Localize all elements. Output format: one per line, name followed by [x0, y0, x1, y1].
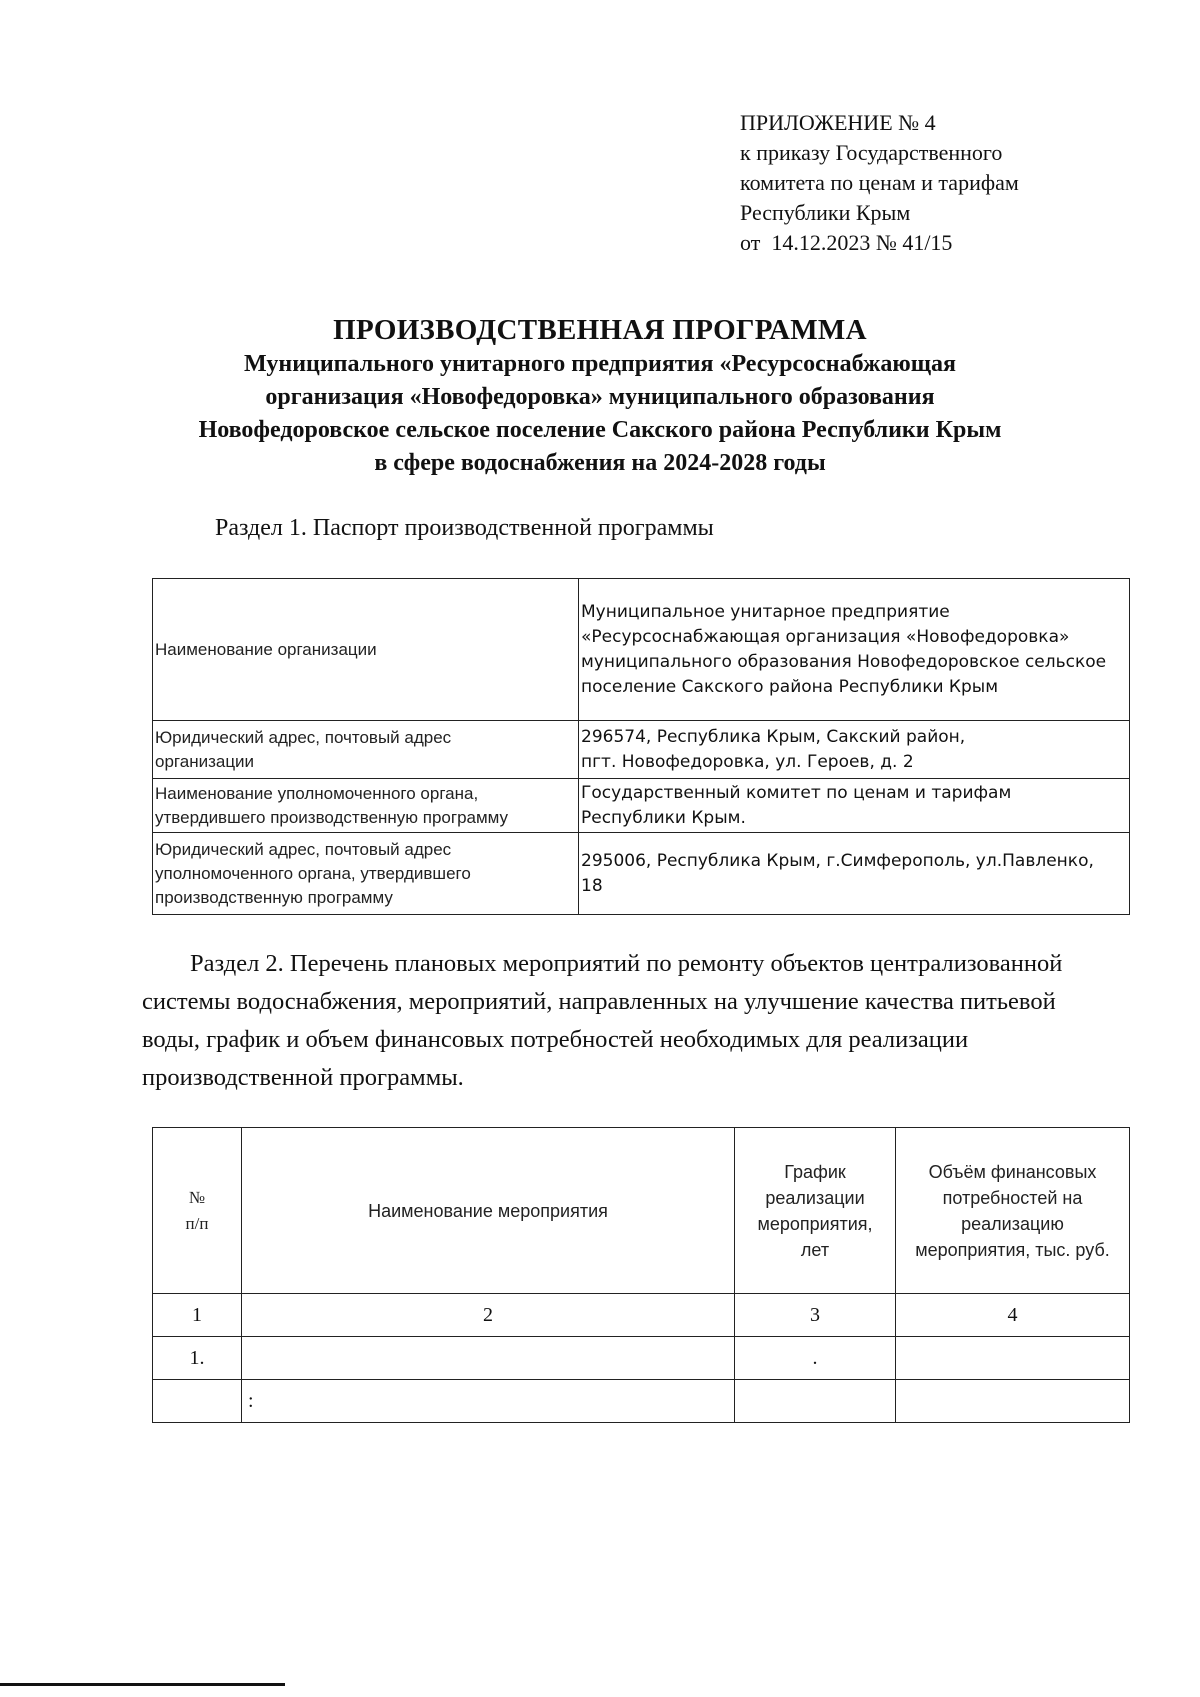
section2-line: системы водоснабжения, мероприятий, направленных на улучшение качества питьевой — [142, 988, 1056, 1015]
footer-rule — [0, 1683, 285, 1686]
table-row — [153, 833, 1130, 915]
column-number: 4 — [896, 1294, 1130, 1337]
header-finance — [896, 1128, 1130, 1294]
appendix-line: от 14.12.2023 № 41/15 — [740, 230, 953, 255]
section1-heading: Раздел 1. Паспорт производственной программы — [215, 515, 714, 541]
passport-value — [579, 579, 1130, 721]
section2-line: воды, график и объем финансовых потребностей необходимых для реализации — [142, 1026, 969, 1053]
value-line: «Ресурсоснабжающая организация «Новофедоровка» — [581, 626, 1070, 647]
header-line: реализацию — [961, 1213, 1064, 1234]
row-schedule — [735, 1380, 896, 1423]
title-line: в сфере водоснабжения на 2024-2028 годы — [374, 450, 826, 476]
value-line: 18 — [581, 875, 603, 896]
value-line: поселение Сакского района Республики Крым — [581, 676, 999, 697]
appendix-note — [740, 108, 1019, 258]
table-row — [153, 779, 1130, 833]
header-name: Наименование мероприятия — [242, 1128, 735, 1294]
table-row — [153, 1337, 1130, 1380]
appendix-line: ПРИЛОЖЕНИЕ № 4 — [740, 110, 936, 135]
appendix-line: к приказу Государственного — [740, 140, 1003, 165]
table-row — [153, 579, 1130, 721]
title-main: ПРОИЗВОДСТВЕННАЯ ПРОГРАММА — [333, 314, 867, 346]
value-line: Государственный комитет по ценам и тарифам — [581, 782, 1012, 803]
value-line: муниципального образования Новофедоровское сельское — [581, 651, 1107, 672]
column-number: 3 — [735, 1294, 896, 1337]
header-line: реализации — [765, 1187, 865, 1208]
header-line: мероприятия, — [757, 1213, 873, 1234]
table-header-row — [153, 1128, 1130, 1294]
header-line: Объём финансовых — [928, 1161, 1097, 1182]
passport-value — [579, 833, 1130, 915]
row-finance — [896, 1380, 1130, 1423]
header-num — [153, 1128, 242, 1294]
passport-table — [152, 578, 1130, 915]
label-line: Наименование уполномоченного органа, — [155, 783, 479, 803]
label-line: уполномоченного органа, утвердившего — [155, 863, 471, 883]
value-line: пгт. Новофедоровка, ул. Героев, д. 2 — [581, 751, 914, 772]
header-line: График — [784, 1161, 846, 1182]
passport-label — [153, 779, 579, 833]
header-line: лет — [800, 1239, 830, 1260]
label-line: Юридический адрес, почтовый адрес — [155, 839, 452, 859]
value-line: 296574, Республика Крым, Сакский район, — [581, 726, 966, 747]
title-line: Новофедоровское сельское поселение Сакского района Республики Крым — [198, 417, 1002, 443]
header-line: № — [188, 1187, 206, 1207]
passport-label — [153, 579, 579, 721]
row-name: : — [242, 1380, 735, 1423]
appendix-line: комитета по ценам и тарифам — [740, 170, 1019, 195]
label-line: утвердившего производственную программу — [155, 807, 509, 827]
appendix-line: Республики Крым — [740, 200, 911, 225]
label-line: Наименование организации — [155, 639, 377, 659]
label-line: производственную программу — [155, 887, 393, 907]
title-line: Муниципального унитарного предприятия «Ресурсоснабжающая — [244, 351, 956, 377]
events-table — [152, 1127, 1130, 1423]
passport-label — [153, 721, 579, 779]
value-line: Муниципальное унитарное предприятие — [581, 601, 950, 622]
row-finance — [896, 1337, 1130, 1380]
table-row — [153, 721, 1130, 779]
section2-line: производственной программы. — [142, 1064, 464, 1091]
passport-value — [579, 779, 1130, 833]
passport-value — [579, 721, 1130, 779]
header-line: п/п — [185, 1213, 209, 1233]
label-line: Юридический адрес, почтовый адрес — [155, 727, 452, 747]
row-name — [242, 1337, 735, 1380]
section2-paragraph — [142, 945, 1132, 1097]
value-line: Республики Крым. — [581, 807, 746, 828]
row-num: 1. — [153, 1337, 242, 1380]
section2-line: Раздел 2. Перечень плановых мероприятий по ремонту объектов централизованной — [190, 950, 1063, 977]
header-line: потребностей на — [942, 1187, 1083, 1208]
title-line: организация «Новофедоровка» муниципального образования — [265, 384, 935, 410]
passport-label — [153, 833, 579, 915]
column-number-row — [153, 1294, 1130, 1337]
document-title — [120, 312, 1080, 480]
column-number: 2 — [242, 1294, 735, 1337]
header-line: мероприятия, тыс. руб. — [915, 1239, 1110, 1260]
header-schedule — [735, 1128, 896, 1294]
row-schedule: . — [735, 1337, 896, 1380]
row-num — [153, 1380, 242, 1423]
value-line: 295006, Республика Крым, г.Симферополь, ул.Павленко, — [581, 850, 1094, 871]
label-line: организации — [155, 751, 255, 771]
table-row — [153, 1380, 1130, 1423]
column-number: 1 — [153, 1294, 242, 1337]
